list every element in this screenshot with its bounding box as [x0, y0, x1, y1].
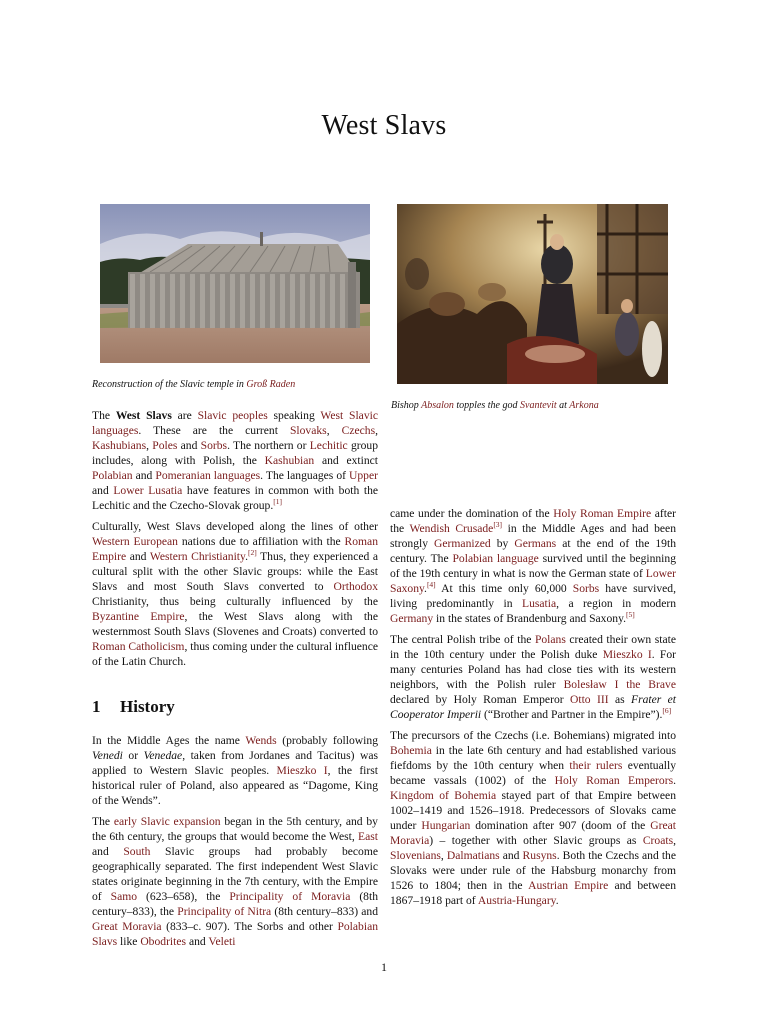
link[interactable]: Roman Catholicism [92, 640, 185, 653]
link[interactable]: West Slavic languages [92, 409, 378, 437]
intro-paragraph: The West Slavs are Slavic peoples speaking West Slavic languages. These are the current Slovaks, Czechs, Kashubians, Poles and Sorbs. The northern or Lechitic group includes, along with Polish, the Kashubian and extinct Polabian and Pomeranian languages. The languages of Upper and Lower Lusatia have features in common with both the Lechitic and the Czecho-Slovak group.[1] [92, 409, 379, 512]
link[interactable]: East [358, 830, 378, 843]
left-column [92, 408, 378, 955]
history-paragraph-4: The central Polish tribe of the Polans created their own state in the 10th century under the Polish duke Mieszko I. For many centuries Poland has had close ties with its western neighbors, with the Polish ruler Bolesław I the Brave declared by Holy Roman Emperor Otto III as Frater et Cooperator Imperii (“Brother and Partner in the Empire”).[6] [390, 633, 677, 721]
link[interactable]: Great Moravia [92, 920, 162, 933]
caption-link-absalon[interactable]: Absalon [421, 400, 454, 411]
history-paragraph-3: came under the domination of the Holy Roman Empire after the Wendish Crusade[3] in the Middle Ages and had been strongly Germanized by Germans at the end of the 19th century. The Polabian language survived until the beginning of the 19th century in what is now the German state of Lower Saxony.[4] At this time only 60,000 Sorbs have survived, living predominantly in Lusatia, a region in modern Germany in the states of Brandenburg and Saxony.[5] [390, 507, 677, 625]
citation-link[interactable]: [5] [626, 610, 635, 620]
link[interactable]: Obodrites [140, 935, 187, 948]
link[interactable]: Mieszko I [602, 648, 652, 661]
link[interactable]: Czechs [341, 424, 376, 437]
link[interactable]: Principality of Moravia [229, 890, 351, 903]
link[interactable]: Holy Roman Emperors [554, 774, 674, 787]
link[interactable]: Lusatia [522, 597, 557, 610]
caption-link[interactable]: Groß Raden [246, 379, 296, 390]
history-paragraph-5: The precursors of the Czechs (i.e. Bohemians) migrated into Bohemia in the late 6th century and had established various fiefdoms by the 10th century when their rulers eventually became vassals (1002) of the Holy Roman Emperors. Kingdom of Bohemia stayed part of that Empire between 1002–1419 and 1526–1918. Predecessors of Slovaks came under Hungarian domination after 907 (doom of the Great Moravia) – together with other Slavic groups as Croats, Slovenians, Dalmatians and Rusyns. Both the Czechs and the Slovaks were under rule of the Habsburg monarchy from 1526 to 1804; then in the Austrian Empire and between 1867–1918 part of Austria-Hungary. [390, 729, 676, 907]
citation-link[interactable]: [4] [426, 580, 436, 590]
citation-link[interactable]: [2] [247, 548, 257, 558]
painting-icon [397, 204, 668, 384]
link[interactable]: Polabian language [452, 552, 539, 565]
link[interactable]: Rusyns [522, 849, 557, 862]
link[interactable]: Germanized [434, 537, 491, 550]
link[interactable]: Western European [92, 535, 178, 548]
link[interactable]: Sorbs [572, 582, 600, 595]
link[interactable]: Roman Empire [92, 535, 378, 563]
link[interactable]: Bohemia [390, 744, 432, 757]
link[interactable]: Kashubian [264, 454, 315, 467]
link[interactable]: Hungarian [421, 819, 471, 832]
citation-link[interactable]: [1] [273, 497, 283, 507]
caption-link-svantevit[interactable]: Svantevit [520, 400, 557, 411]
link[interactable]: Lechitic [309, 439, 348, 452]
link[interactable]: early Slavic expansion [113, 815, 221, 828]
culture-paragraph: Culturally, West Slavs developed along the lines of other Western European nations due to affiliation with the Roman Empire and Western Christianity.[2] Thus, they experienced a cultural split with the other Slavic groups: while the East Slavs and most South Slavs converted to Orthodox Christianity, thus being culturally influenced by the Byzantine Empire, the West Slavs along with the westernmost South Slavs (Slovenes and Croats) converted to Roman Catholicism, thus coming under the cultural influence of the Latin Church. [92, 520, 379, 668]
figure-caption: Bishop Absalon topples the god Svantevit at Arkona [391, 400, 599, 411]
link[interactable]: Holy Roman Empire [553, 507, 652, 520]
link[interactable]: Germans [514, 537, 557, 550]
link[interactable]: Wends [245, 734, 277, 747]
link[interactable]: Principality of Nitra [177, 905, 272, 918]
link[interactable]: Croats [642, 834, 674, 847]
link[interactable]: Lower Lusatia [113, 484, 183, 497]
link[interactable]: Samo [110, 890, 138, 903]
link[interactable]: Bolesław I the Brave [563, 678, 676, 691]
caption-link-arkona[interactable]: Arkona [569, 400, 599, 411]
history-paragraph-2: The early Slavic expansion began in the 5th century, and by the 6th century, the groups that would become the West, East and South Slavic groups had probably become geographically separated. The first independent West Slavic states originate beginning in the 7th century, with the Empire of Samo (623–658), the Principality of Moravia (8th century–833), the Principality of Nitra (8th century–833) and Great Moravia (833–c. 907). The Sorbs and other Polabian Slavs like Obodrites and Veleti [92, 815, 379, 948]
page-number: 1 [381, 960, 387, 974]
link[interactable]: Great Moravia [390, 819, 676, 847]
history-paragraph-1: In the Middle Ages the name Wends (probably following Venedi or Venedae, taken from Jordanes and Tacitus) was applied to Western Slavic peoples. Mieszko I, the first historical ruler of Poland, also appeared as “Dagome, King of the Wends”. [92, 734, 378, 807]
link[interactable]: Germany [390, 612, 434, 625]
section-heading-history [92, 699, 378, 714]
figure-temple [92, 204, 370, 391]
subject-term: West Slavs [115, 409, 172, 422]
link[interactable]: Slovenians [390, 849, 441, 862]
link[interactable]: Lower Saxony [390, 567, 676, 595]
section-title: History [120, 697, 175, 716]
link[interactable]: Mieszko I [276, 764, 328, 777]
page-title: West Slavs [321, 110, 447, 141]
link[interactable]: Upper [349, 469, 378, 482]
link[interactable]: Polabian [92, 469, 133, 482]
section-number: 1 [92, 697, 101, 716]
link[interactable]: Byzantine Empire [92, 610, 185, 623]
link[interactable]: Austrian Empire [528, 879, 609, 892]
link[interactable]: Slavic peoples [197, 409, 268, 422]
link[interactable]: Austria-Hungary [477, 894, 556, 907]
link[interactable]: Veleti [208, 935, 236, 948]
link[interactable]: their rulers [569, 759, 623, 772]
link[interactable]: Dalmatians [446, 849, 500, 862]
citation-link[interactable]: [3] [493, 520, 503, 530]
link[interactable]: Western Christianity [149, 550, 246, 563]
link[interactable]: Otto III [569, 693, 609, 706]
link[interactable]: Poles [152, 439, 178, 452]
link[interactable]: Kashubians [92, 439, 147, 452]
temple-photo-icon [100, 204, 370, 363]
right-column [390, 506, 676, 914]
figure-caption: Reconstruction of the Slavic temple in Groß Raden [92, 379, 296, 390]
link[interactable]: Wendish Crusade [409, 522, 494, 535]
figure-absalon [391, 204, 668, 412]
link[interactable]: Pomeranian languages [155, 469, 261, 482]
link[interactable]: Polans [534, 633, 566, 646]
link[interactable]: Polabian Slavs [92, 920, 379, 948]
link[interactable]: South [123, 845, 151, 858]
link[interactable]: Sorbs [200, 439, 228, 452]
link[interactable]: Slovaks [289, 424, 327, 437]
citation-link[interactable]: [6] [662, 706, 672, 716]
link[interactable]: Kingdom of Bohemia [390, 789, 497, 802]
link[interactable]: Orthodox [333, 580, 378, 593]
